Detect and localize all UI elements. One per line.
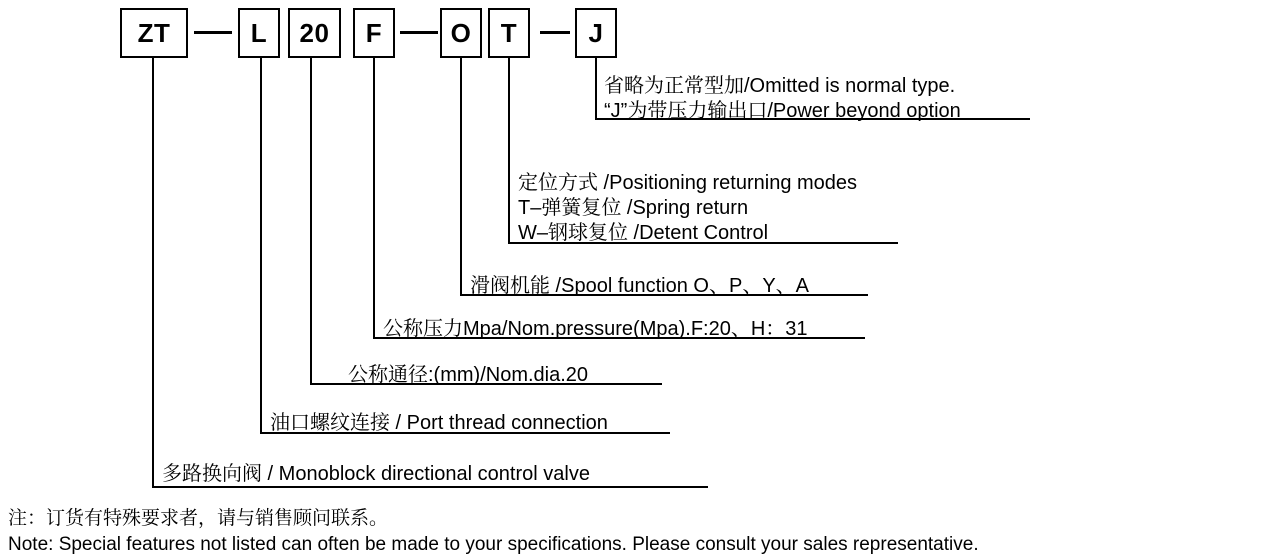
callout-nominal-diameter xyxy=(348,363,588,388)
code-box-zt: ZT xyxy=(120,8,188,58)
callout-positioning-line-1: 定位方式 /Positioning returning modes xyxy=(518,172,858,194)
code-box-t: T xyxy=(488,8,530,58)
leader-line-power-beyond-vertical xyxy=(595,58,597,120)
code-box-f: F xyxy=(353,8,395,58)
callout-valve-type-line-1: 多路换向阀 / Monoblock directional control valve xyxy=(162,463,590,485)
callout-power-beyond xyxy=(604,74,961,124)
callout-nominal-pressure-line-1: 公称压力Mpa/Nom.pressure(Mpa).F:20、H：31 xyxy=(383,318,808,340)
leader-line-valve-type-vertical xyxy=(152,58,154,488)
code-box-l: L xyxy=(238,8,280,58)
callout-nominal-pressure xyxy=(383,317,808,342)
separator-dash-2 xyxy=(400,31,438,34)
footnote-english: Note: Special features not listed can often be made to your specifications. Please consult your sales representative. xyxy=(8,534,979,555)
leader-line-nominal-diameter-vertical xyxy=(310,58,312,385)
callout-power-beyond-line-2: “J”为带压力输出口/Power beyond option xyxy=(604,100,961,122)
code-box-j: J xyxy=(575,8,617,58)
callout-positioning-line-2: T–弹簧复位 /Spring return xyxy=(518,197,749,219)
code-box-20: 20 xyxy=(288,8,341,58)
code-box-o: O xyxy=(440,8,482,58)
callout-valve-type xyxy=(162,462,590,487)
callout-spool-function xyxy=(470,274,809,299)
leader-line-port-thread-vertical xyxy=(260,58,262,434)
separator-dash-3 xyxy=(540,31,570,34)
leader-line-spool-function-vertical xyxy=(460,58,462,296)
callout-positioning-line-3: W–钢球复位 /Detent Control xyxy=(518,222,769,244)
callout-spool-function-line-1: 滑阀机能 /Spool function O、P、Y、A xyxy=(470,275,810,297)
callout-positioning xyxy=(518,171,857,246)
callout-port-thread-line-1: 油口螺纹连接 / Port thread connection xyxy=(270,412,608,434)
callout-port-thread xyxy=(270,411,608,436)
footnote-chinese: 注：订货有特殊要求者，请与销售顾问联系。 xyxy=(8,508,389,529)
leader-line-positioning-vertical xyxy=(508,58,510,244)
leader-line-nominal-pressure-vertical xyxy=(373,58,375,339)
callout-nominal-diameter-line-1: 公称通径:(mm)/Nom.dia.20 xyxy=(348,364,589,386)
separator-dash-1 xyxy=(194,31,232,34)
callout-power-beyond-line-1: 省略为正常型加/Omitted is normal type. xyxy=(604,75,956,97)
